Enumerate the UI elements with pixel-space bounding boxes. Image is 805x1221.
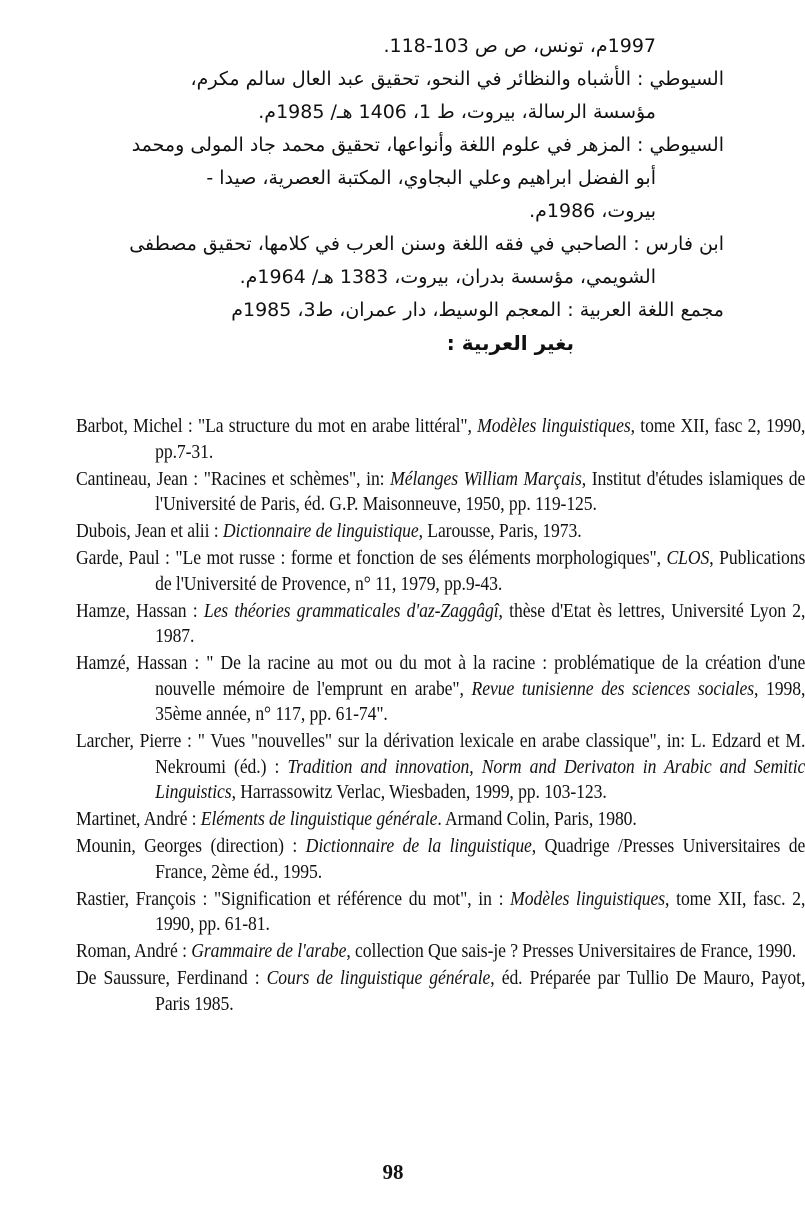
reference-entry [76,599,805,650]
ref-text: , 1998, 35ème année, n° 117, pp. 61-74". [155,677,805,725]
arabic-ref [64,63,724,129]
foreign-references [76,414,805,1019]
reference-entry [76,414,805,465]
ref-text: , thèse d'Etat ès lettres, Université Lyon 2, 1987. [155,599,805,647]
arabic-ref-line: السيوطي : الأشباه والنظائر في النحو، تحقيق عبد العال سالم مكرم، [190,68,724,90]
ref-title: Grammaire de l'arabe [191,940,347,962]
ref-text: Barbot, Michel : "La structure du mot en arabe littéral", [76,415,478,437]
ref-text: Rastier, François : "Signification et référence du mot", in : [76,887,511,910]
reference-entry [76,729,805,806]
reference-entry [76,939,805,965]
ref-text: Hamzé, Hassan : " De la racine au mot ou du mot à la racine : problématique de la création d'une nouvelle mémoire de l'emprunt en arabe", [76,652,805,700]
ref-text: , Quadrige /Presses Universitaires de France, 2ème éd., 1995. [155,835,805,883]
ref-title: Les théories grammaticales d'az-Zaggâgî [203,599,499,622]
reference-entry [76,887,805,938]
arabic-ref-line: السيوطي : المزهر في علوم اللغة وأنواعها، تحقيق محمد جاد المولى ومحمد [131,134,724,156]
ref-text: Martinet, André : [76,808,201,830]
ref-text: Mounin, Georges (direction) : [76,835,306,857]
ref-text: , Institut d'études islamiques de l'Université de Paris, éd. G.P. Maisonneuve, 1950, pp. 119-125. [155,467,805,515]
ref-text: , Harrassowitz Verlac, Wiesbaden, 1999, pp. 103-123. [231,781,607,803]
arabic-ref [64,294,724,327]
reference-entry [76,966,805,1017]
arabic-ref [64,228,724,294]
page-number: 98 [382,1160,404,1184]
section-heading-foreign: بغير العربية : [446,331,574,355]
ref-text: , tome XII, fasc 2, 1990, pp.7-31. [155,415,805,463]
ref-title: Dictionnaire de linguistique [222,520,419,542]
arabic-ref [64,129,724,228]
arabic-ref-line: الشويمي، مؤسسة بدران، بيروت، 1383 هـ/ 1964م. [239,266,656,288]
reference-entry [76,834,805,885]
reference-entry [76,546,805,597]
ref-text: . Armand Colin, Paris, 1980. [437,808,637,830]
arabic-ref-line: ابن فارس : الصاحبي في فقه اللغة وسنن العرب في كلامها، تحقيق مصطفى [129,233,724,255]
ref-title: Tradition and innovation, Norm and Derivaton in Arabic and Semitic Linguistics [155,755,805,803]
arabic-ref-line: بيروت، 1986م. [529,200,656,222]
ref-text: , collection Que sais-je ? Presses Universitaires de France, 1990. [346,940,797,962]
ref-text: Dubois, Jean et alii : [76,520,223,542]
ref-text: , Larousse, Paris, 1973. [418,520,582,542]
arabic-ref [64,30,724,63]
ref-title: CLOS [666,547,710,569]
ref-title: Eléments de linguistique générale [200,808,438,830]
ref-text: De Saussure, Ferdinand : [76,967,267,989]
arabic-ref-line: مؤسسة الرسالة، بيروت، ط 1، 1406 هـ/ 1985م. [258,101,656,123]
arabic-ref-line: مجمع اللغة العربية : المعجم الوسيط، دار عمران، ط3، 1985م [231,299,724,321]
ref-text: , éd. Préparée par Tullio De Mauro, Payot, Paris 1985. [155,967,805,1015]
ref-title: Cours de linguistique générale [266,967,491,989]
ref-text: , Publications de l'Université de Provence, n° 11, 1979, pp.9-43. [155,547,805,595]
reference-entry [76,807,805,833]
ref-text: , tome XII, fasc. 2, 1990, pp. 61-81. [155,887,805,935]
reference-entry [76,651,805,728]
ref-title: Modèles linguistiques [477,415,631,437]
ref-text: Roman, André : [76,940,192,962]
ref-text: Larcher, Pierre : " Vues "nouvelles" sur la dérivation lexicale en arabe classique", in: L. Edzard et M. Nekroumi (éd.) : [76,730,805,778]
reference-entry [76,467,805,518]
ref-title: Mélanges William Marçais [390,467,582,490]
arabic-ref-line: 1997م، تونس، ص ص 103-118. [383,35,656,57]
ref-text: Garde, Paul : "Le mot russe : forme et fonction de ses éléments morphologiques", [76,547,667,569]
ref-text: Hamze, Hassan : [76,599,204,622]
arabic-ref-line: أبو الفضل ابراهيم وعلي البجاوي، المكتبة العصرية، صيدا - [206,167,656,189]
arabic-references [64,30,724,360]
ref-title: Dictionnaire de la linguistique [305,835,532,857]
reference-entry [76,519,805,545]
ref-text: Cantineau, Jean : "Racines et schèmes", in: [76,467,391,490]
ref-title: Revue tunisienne des sciences sociales [471,677,755,700]
ref-title: Modèles linguistiques [510,887,666,910]
